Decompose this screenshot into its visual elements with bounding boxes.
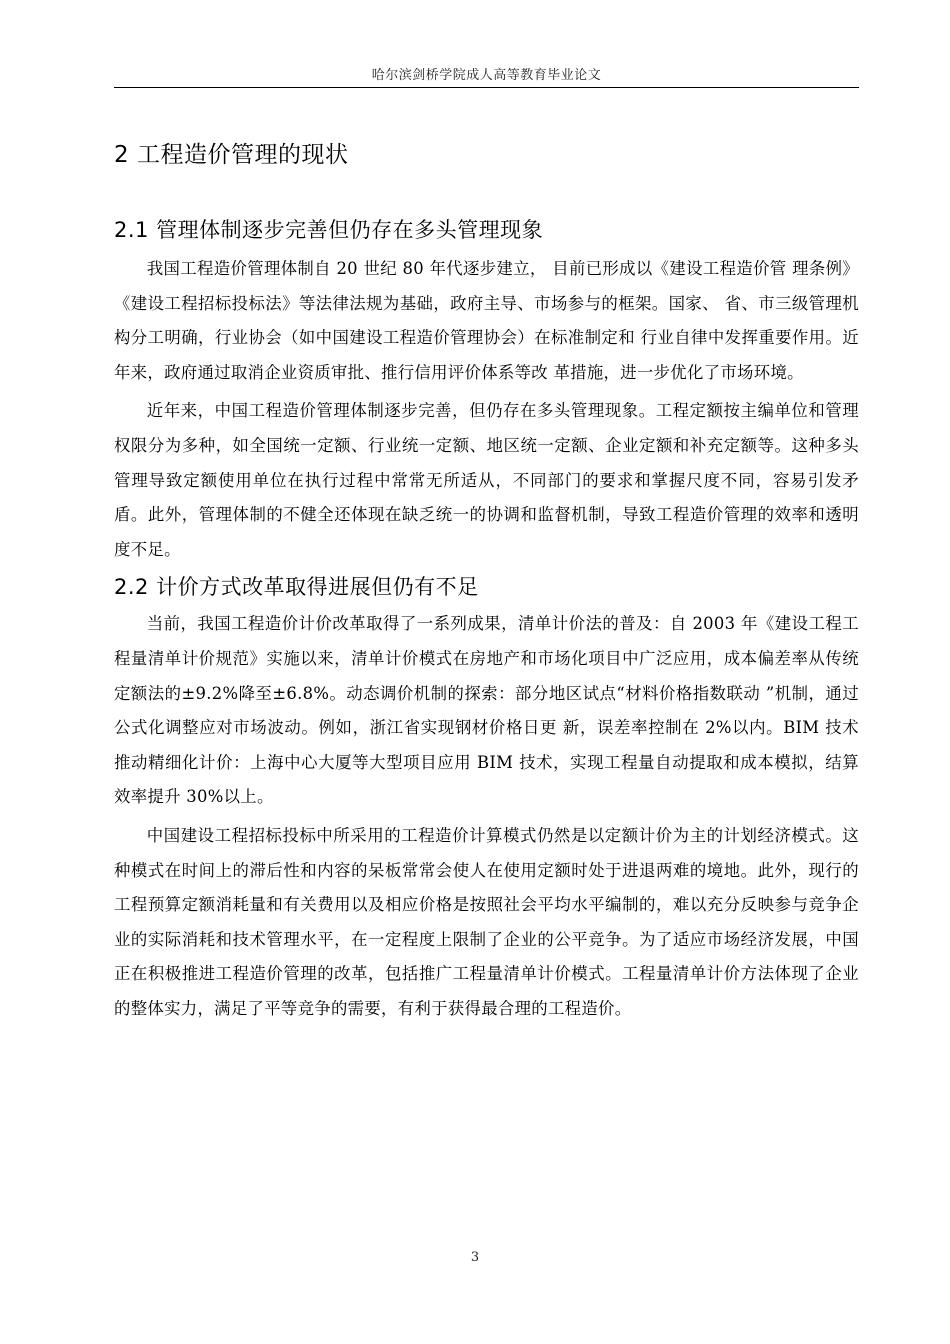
running-header: 哈尔滨剑桥学院成人高等教育毕业论文 bbox=[371, 68, 602, 83]
section-title-2-2: 2.2 计价方式改革取得进展但仍有不足 bbox=[114, 575, 479, 600]
body-paragraph: 当前，我国工程造价计价改革取得了一系列成果，清单计价法的普及：自 2003 年《建设工程工程量清单计价规范》实施以来，清单计价模式在房地产和市场化项目中广泛应用，成本偏差率从传统定额法的±9.2%降至±6.8%。动态调价机制的探索：部分地区试点“材料价格指数联动 ”机制，通过公式化调整应对市场波动。例如，浙江省实现钢材价格日更 新，误差率控制在 2%以内。BIM 技术推动精细化计价：上海中心大厦等大型项目应用 BIM 技术，实现工程量自动提取和成本模拟，结算效率提升 30%以上。 bbox=[114, 614, 859, 807]
section-title-2-1: 2.1 管理体制逐步完善但仍存在多头管理现象 bbox=[114, 218, 544, 242]
body-paragraph: 中国建设工程招标投标中所采用的工程造价计算模式仍然是以定额计价为主的计划经济模式。这种模式在时间上的滞后性和内容的呆板常常会使人在使用定额时处于进退两难的境地。此外，现行的工程预算定额消耗量和有关费用以及相应价格是按照社会平均水平编制的，难以充分反映参与竞争企业的实际消耗和技术管理水平，在一定程度上限制了企业的公平竞争。为了适应市场经济发展，中国正在积极推进工程造价管理的改革，包括推广工程量清单计价模式。工程量清单计价方法体现了企业的整体实力，满足了平等竞争的需要，有利于获得最合理的工程造价。 bbox=[114, 825, 859, 1018]
body-paragraph: 近年来，中国工程造价管理体制逐步完善，但仍存在多头管理现象。工程定额按主编单位和管理权限分为多种，如全国统一定额、行业统一定额、地区统一定额、企业定额和补充定额等。这种多头管理导致定额使用单位在执行过程中常常无所适从，不同部门的要求和掌握尺度不同，容易引发矛盾。此外，管理体制的不健全还体现在缺乏统一的协调和监督机制，导致工程造价管理的效率和透明度不足。 bbox=[114, 401, 859, 559]
chapter-title: 2 工程造价管理的现状 bbox=[114, 142, 349, 168]
body-paragraph: 我国工程造价管理体制自 20 世纪 80 年代逐步建立， 目前已形成以《建设工程造价管 理条例》《建设工程招标投标法》等法律法规为基础，政府主导、市场参与的框架。国家、 省、市三级管理机构分工明确，行业协会（如中国建设工程造价管理协会）在标准制定和 行业自律中发挥重要作用。近年来，政府通过取消企业资质审批、推行信用评价体系等改 革措施，进一步优化了市场环境。 bbox=[114, 259, 859, 382]
page-body bbox=[114, 138, 859, 1030]
header-divider bbox=[114, 87, 859, 88]
page-number: 3 bbox=[470, 1250, 480, 1265]
